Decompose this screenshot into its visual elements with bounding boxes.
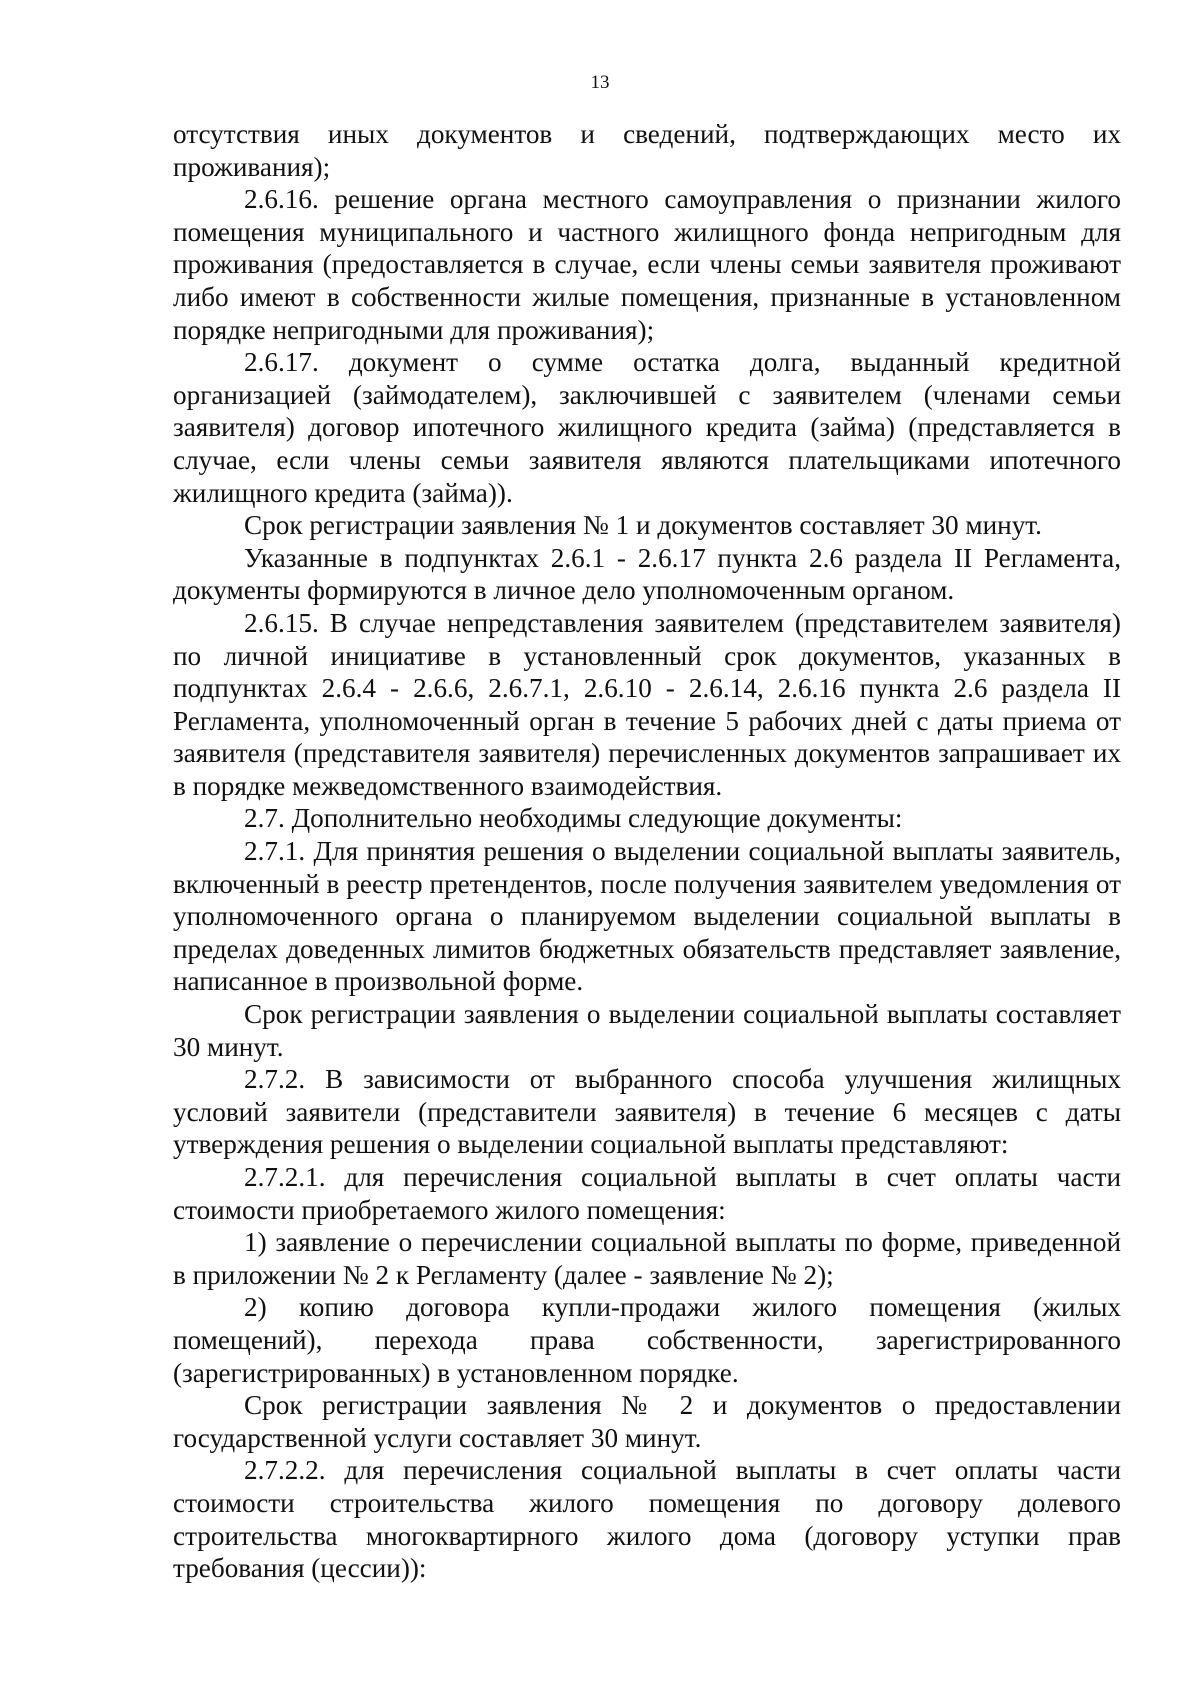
paragraph-2-7-2-2: 2.7.2.2. для перечисления социальной выплаты в счет оплаты части стоимости строительства жилого помещения по договору долевого строительства многоквартирного жилого дома (договору уступки прав требования (цессии)): — [173, 1455, 1121, 1584]
paragraph-continuation: отсутствия иных документов и сведений, подтверждающих место их проживания); — [173, 119, 1121, 182]
paragraph-personal-file: Указанные в подпунктах 2.6.1 - 2.6.17 пункта 2.6 раздела II Регламента, документы формируются в личное дело уполномоченным органом. — [173, 542, 1121, 606]
list-item-1: 1) заявление о перечислении социальной выплаты по форме, приведенной в приложении № 2 к Регламенту (далее - заявление № 2); — [173, 1227, 1121, 1290]
paragraph-2-6-15: 2.6.15. В случае непредставления заявителем (представителем заявителя) по личной инициативе в установленный срок документов, указанных в подпунктах 2.6.4 - 2.6.6, 2.6.7.1, 2.6.10 - 2.6.14, 2.6.16 пункта 2.6 раздела II Регламента, уполномоченный орган в течение 5 рабочих дней с даты приема от заявителя (представителя заявителя) перечисленных документов запрашивает их в порядке межведомственного взаимодействия. — [173, 607, 1121, 801]
paragraph-2-6-17: 2.6.17. документ о сумме остатка долга, выданный кредитной организацией (займодателем), заключившей с заявителем (членами семьи заявителя) договор ипотечного жилищного кредита (займа) (представляется в случае, если члены семьи заявителя являются плательщиками ипотечного жилищного кредита (займа)). — [173, 347, 1121, 508]
paragraph-registration-term-1: Срок регистрации заявления № 1 и документов составляет 30 минут. — [244, 510, 1042, 541]
document-body — [173, 118, 1121, 1585]
paragraph-registration-term-social-payment: Срок регистрации заявления о выделении социальной выплаты составляет 30 минут. — [173, 999, 1121, 1062]
paragraph-2-6-16: 2.6.16. решение органа местного самоуправления о признании жилого помещения муниципального и частного жилищного фонда непригодным для проживания (предоставляется в случае, если члены семьи заявителя проживают либо имеют в собственности жилые помещения, признанные в установленном порядке непригодными для проживания); — [173, 184, 1121, 345]
paragraph-2-7-2: 2.7.2. В зависимости от выбранного способа улучшения жилищных условий заявители (представители заявителя) в течение 6 месяцев с даты утверждения решения о выделении социальной выплаты представляют: — [173, 1064, 1121, 1160]
paragraph-2-7-2-1: 2.7.2.1. для перечисления социальной выплаты в счет оплаты части стоимости приобретаемого жилого помещения: — [173, 1162, 1121, 1225]
paragraph-2-7-1: 2.7.1. Для принятия решения о выделении социальной выплаты заявитель, включенный в реестр претендентов, после получения заявителем уведомления от уполномоченного органа о планируемом выделении социальной выплаты в пределах доведенных лимитов бюджетных обязательств представляет заявление, написанное в произвольной форме. — [173, 836, 1121, 997]
page-number: 13 — [590, 72, 610, 93]
list-item-2: 2) копию договора купли-продажи жилого помещения (жилых помещений), перехода права собственности, зарегистрированного (зарегистрированных) в установленном порядке. — [173, 1292, 1121, 1388]
paragraph-2-7: 2.7. Дополнительно необходимы следующие документы: — [244, 803, 903, 834]
paragraph-registration-term-2: Срок регистрации заявления № 2 и документов о предоставлении государственной услуги составляет 30 минут. — [173, 1390, 1121, 1453]
